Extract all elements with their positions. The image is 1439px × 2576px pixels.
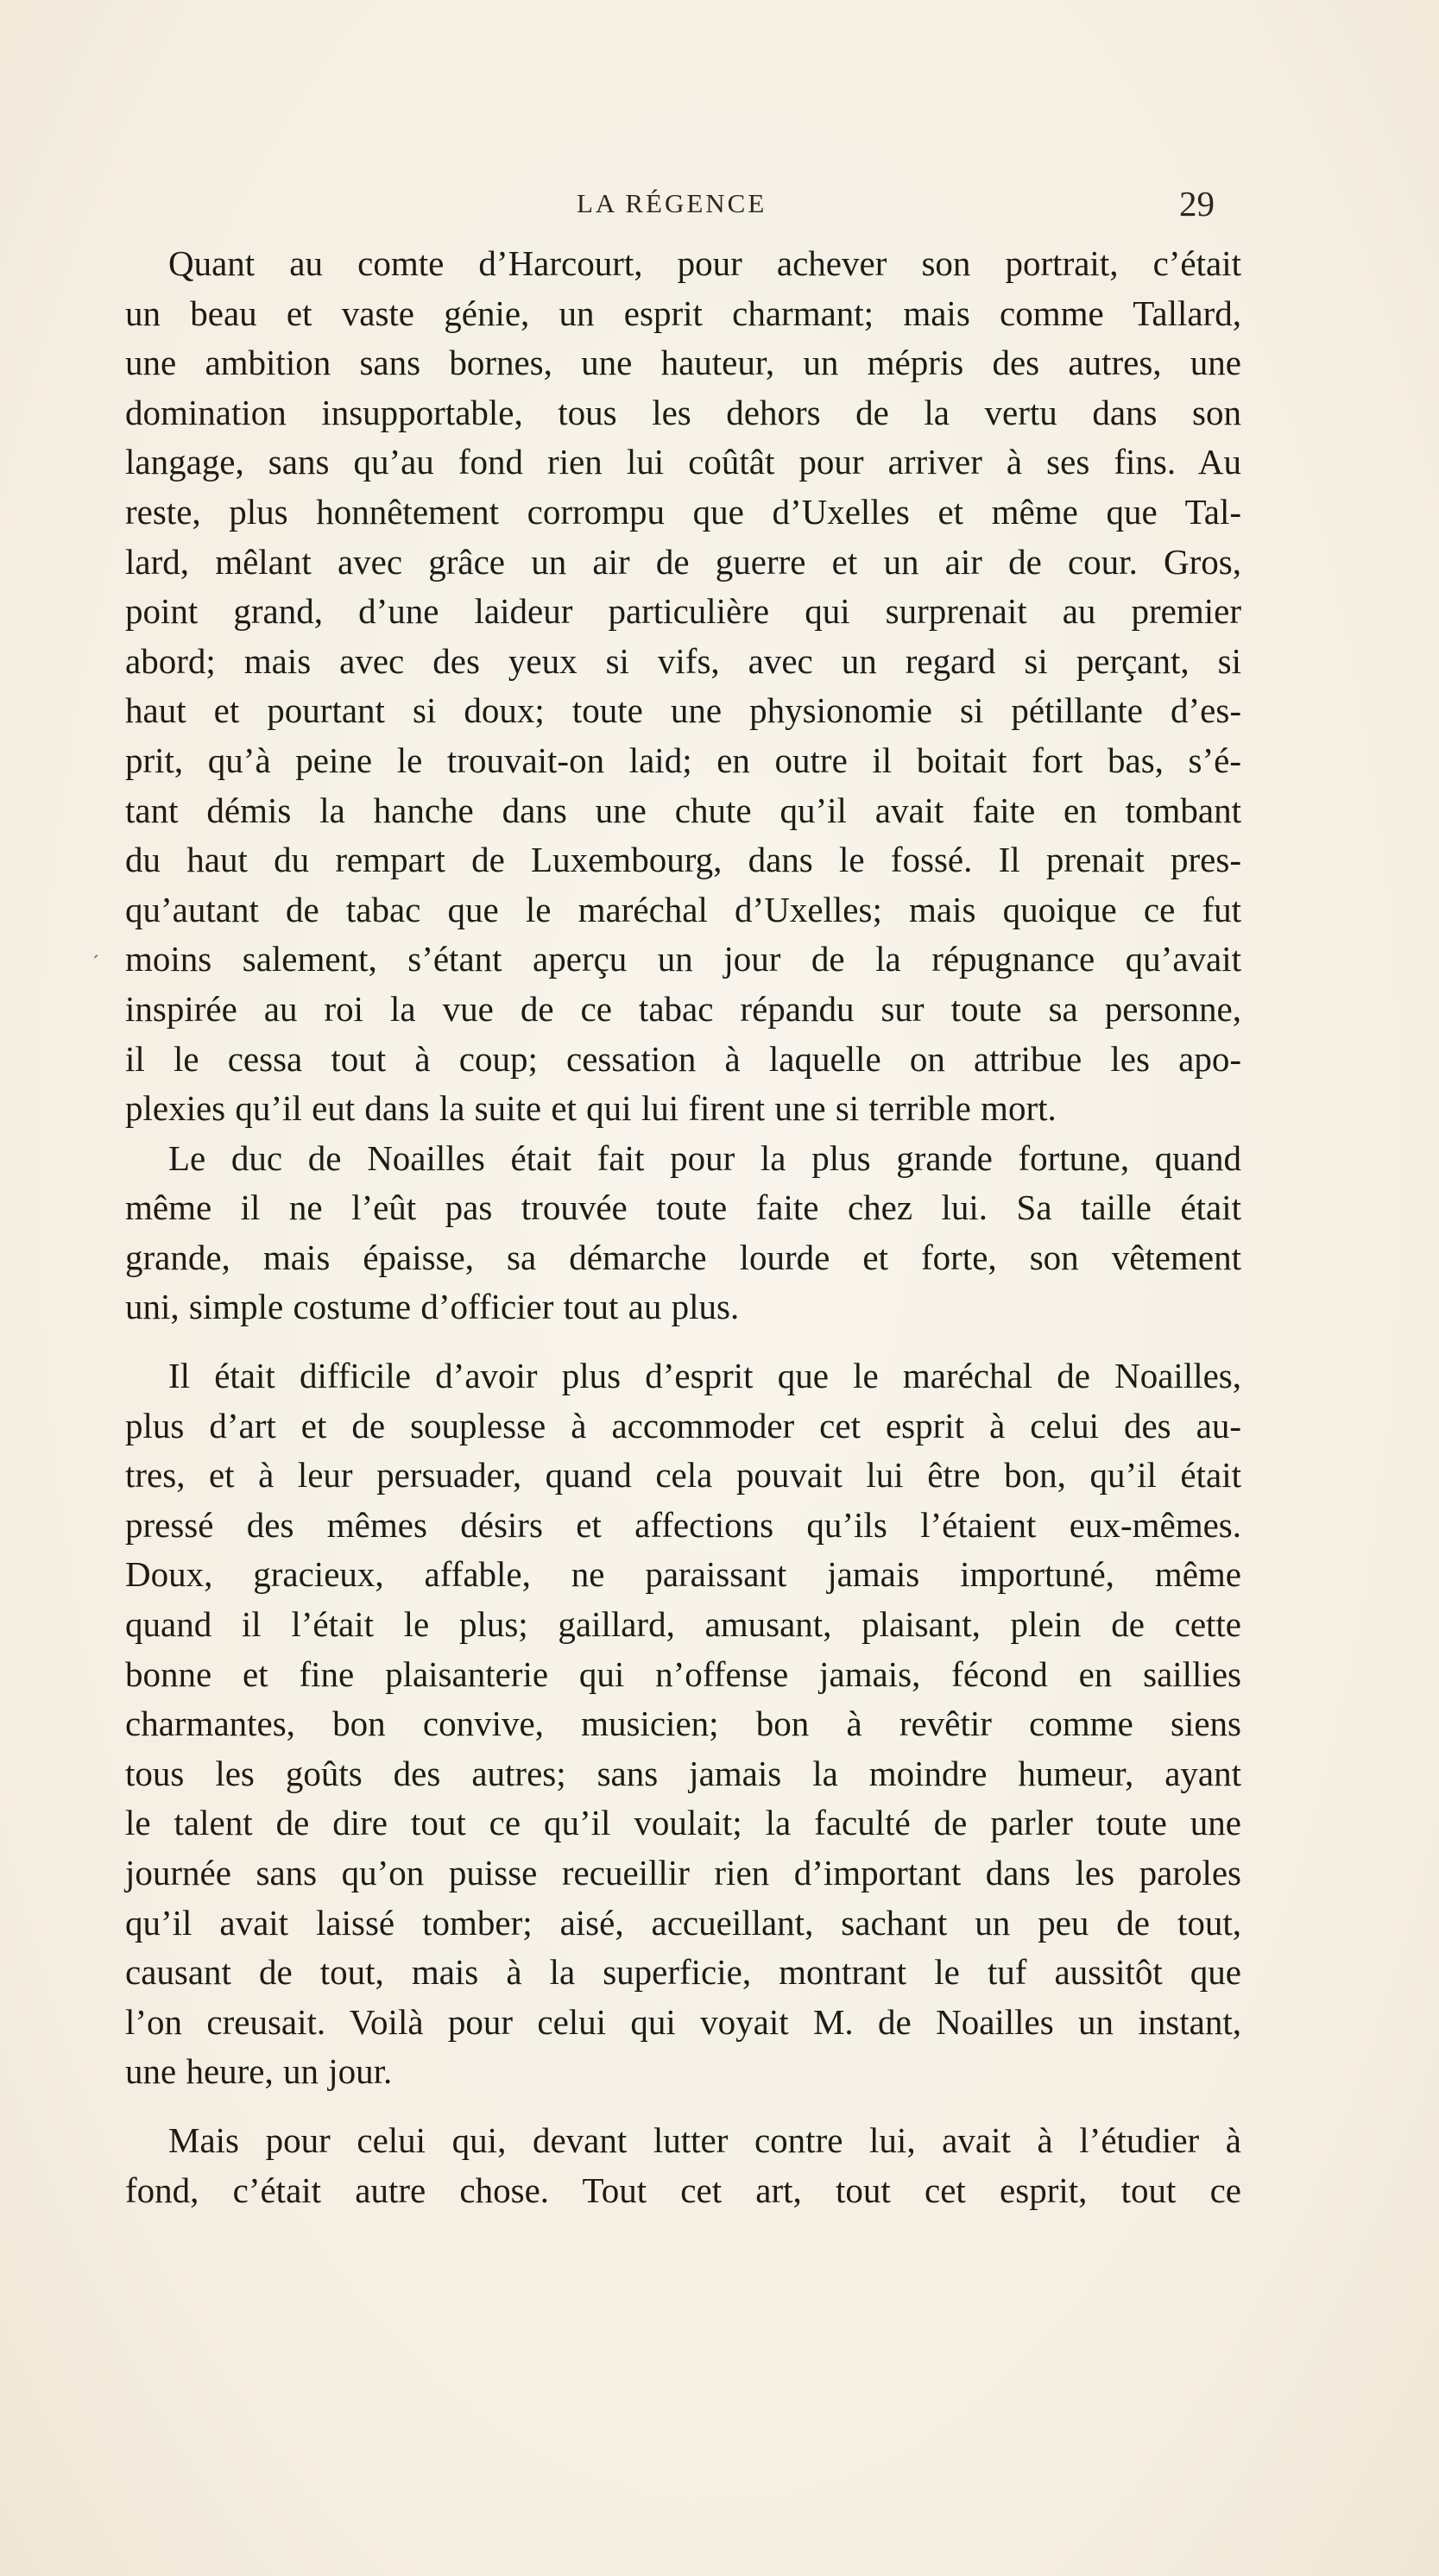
text-line: tous les goûts des autres; sans jamais la moindre humeur, ayant bbox=[125, 1753, 1241, 1793]
text-line: le talent de dire tout ce qu’il voulait; la faculté de parler toute une bbox=[125, 1803, 1241, 1843]
text-line: inspirée au roi la vue de ce tabac répandu sur toute sa personne, bbox=[125, 988, 1241, 1029]
page-number: 29 bbox=[1179, 184, 1215, 224]
text-line: journée sans qu’on puisse recueillir rien d’important dans les paroles bbox=[125, 1853, 1241, 1893]
text-line: charmantes, bon convive, musicien; bon à revêtir comme siens bbox=[125, 1704, 1241, 1744]
text-line: une ambition sans bornes, une hauteur, un mépris des autres, une bbox=[125, 343, 1241, 383]
text-line: du haut du rempart de Luxembourg, dans le fossé. Il prenait pres- bbox=[125, 840, 1241, 880]
text-line: bonne et fine plaisanterie qui n’offense jamais, fécond en saillies bbox=[125, 1653, 1241, 1694]
text-line: un beau et vaste génie, un esprit charmant; mais comme Tallard, bbox=[125, 293, 1241, 333]
paragraph bbox=[125, 1351, 1241, 2097]
text-line: même il ne l’eût pas trouvée toute faite chez lui. Sa taille était bbox=[125, 1187, 1241, 1228]
running-title: LA RÉGENCE bbox=[577, 188, 767, 218]
text-line: plexies qu’il eut dans la suite et qui lui firent une si terrible mort. bbox=[125, 1088, 1057, 1129]
text-line: point grand, d’une laideur particulière qui surprenait au premier bbox=[125, 591, 1241, 632]
text-line: l’on creusait. Voilà pour celui qui voyait M. de Noailles un instant, bbox=[125, 2001, 1241, 2042]
text-line: uni, simple costume d’officier tout au plus. bbox=[125, 1287, 740, 1327]
text-line: domination insupportable, tous les dehors de la vertu dans son bbox=[125, 392, 1241, 432]
text-line: pressé des mêmes désirs et affections qu’ils l’étaient eux-mêmes. bbox=[125, 1504, 1241, 1545]
text-line: qu’autant de tabac que le maréchal d’Uxelles; mais quoique ce fut bbox=[125, 889, 1241, 929]
text-line: reste, plus honnêtement corrompu que d’Uxelles et même que Tal- bbox=[125, 491, 1241, 532]
text-line: grande, mais épaisse, sa démarche lourde et forte, son vêtement bbox=[125, 1237, 1241, 1277]
paragraph bbox=[125, 239, 1241, 1134]
margin-mark: ´ bbox=[92, 953, 99, 975]
text-line: langage, sans qu’au fond rien lui coûtât pour arriver à ses fins. Au bbox=[125, 442, 1241, 482]
running-head bbox=[0, 183, 1439, 235]
text-line: il le cessa tout à coup; cessation à laquelle on attribue les apo- bbox=[125, 1038, 1241, 1079]
text-line: qu’il avait laissé tomber; aisé, accueillant, sachant un peu de tout, bbox=[125, 1902, 1241, 1943]
text-line: tant démis la hanche dans une chute qu’il avait faite en tombant bbox=[125, 790, 1241, 830]
text-line: causant de tout, mais à la superficie, montrant le tuf aussitôt que bbox=[125, 1952, 1241, 1993]
text-line: Doux, gracieux, affable, ne paraissant jamais importuné, même bbox=[125, 1554, 1241, 1595]
text-line: abord; mais avec des yeux si vifs, avec un regard si perçant, si bbox=[125, 640, 1241, 681]
text-line: Le duc de Noailles était fait pour la plus grande fortune, quand bbox=[168, 1137, 1241, 1178]
text-line: une heure, un jour. bbox=[125, 2051, 393, 2092]
body-text bbox=[125, 239, 1241, 2215]
text-line: plus d’art et de souplesse à accommoder cet esprit à celui des au- bbox=[125, 1405, 1241, 1445]
text-line: moins salement, s’étant aperçu un jour de la répugnance qu’avait bbox=[125, 939, 1241, 979]
text-line: fond, c’était autre chose. Tout cet art, tout cet esprit, tout ce bbox=[125, 2170, 1241, 2210]
text-line: prit, qu’à peine le trouvait-on laid; en outre il boitait fort bas, s’é- bbox=[125, 740, 1241, 780]
text-line: Quant au comte d’Harcourt, pour achever son portrait, c’était bbox=[168, 243, 1241, 283]
text-line: haut et pourtant si doux; toute une physionomie si pétillante d’es- bbox=[125, 690, 1241, 731]
paragraph bbox=[125, 2116, 1241, 2215]
text-line: Il était difficile d’avoir plus d’esprit que le maréchal de Noailles, bbox=[168, 1356, 1241, 1396]
text-line: tres, et à leur persuader, quand cela pouvait lui être bon, qu’il était bbox=[125, 1455, 1241, 1496]
text-line: Mais pour celui qui, devant lutter contre lui, avait à l’étudier à bbox=[168, 2119, 1241, 2160]
paragraph bbox=[125, 1134, 1241, 1332]
text-line: quand il l’était le plus; gaillard, amusant, plaisant, plein de cette bbox=[125, 1604, 1241, 1645]
text-line: lard, mêlant avec grâce un air de guerre et un air de cour. Gros, bbox=[125, 541, 1241, 582]
